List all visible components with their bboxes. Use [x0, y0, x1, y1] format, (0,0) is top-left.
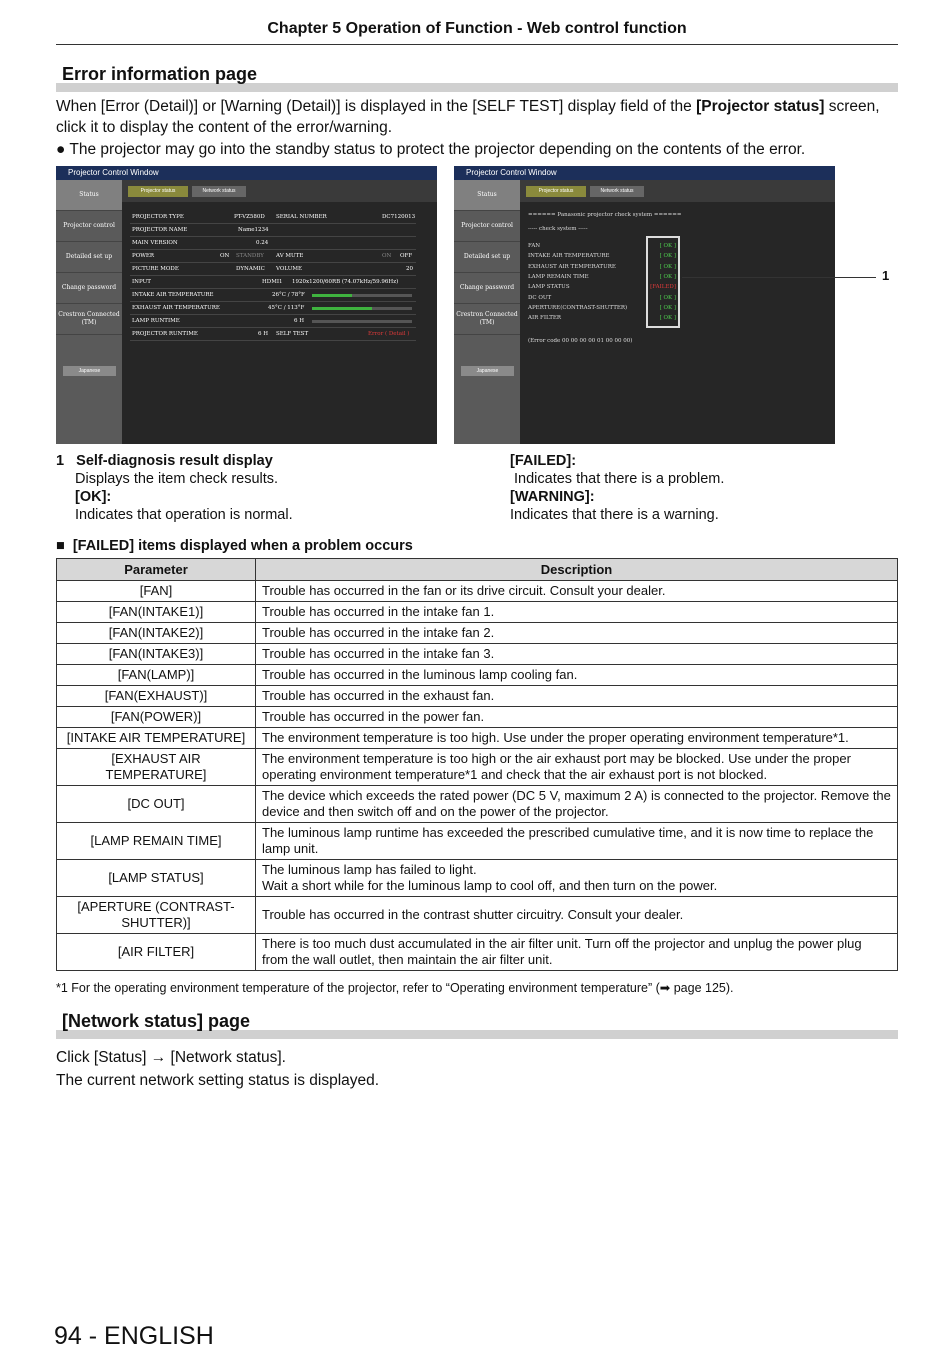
table-row [57, 934, 898, 971]
network-line-1: Click [Status] → [Network status]. [56, 1049, 286, 1066]
window-sidebar [56, 180, 122, 444]
check-sub: ----- check system ----- [528, 226, 588, 232]
window-tabs [520, 180, 835, 202]
row-lamp-runtime [130, 316, 416, 328]
table-row [57, 686, 898, 707]
description-text-2: Wait a short while for the luminous lamp to cool off, and then turn on the power. [262, 878, 718, 893]
row-intake-temp [130, 290, 416, 302]
table-header-row [57, 559, 898, 581]
value: OFF [400, 253, 413, 259]
tab-projector-status[interactable]: Projector status [526, 186, 586, 197]
label: VOLUME [276, 266, 303, 272]
legend-left [56, 452, 476, 524]
table-row [57, 665, 898, 686]
sidebar-item-detailed-set-up[interactable]: Detailed set up [454, 242, 520, 273]
check-item-status: [ OK ] [659, 304, 676, 311]
label: MAIN VERSION [132, 240, 178, 246]
check-content [520, 202, 835, 444]
description-text: Trouble has occurred in the intake fan 1. [262, 604, 495, 619]
ok-desc: Indicates that operation is normal. [75, 507, 293, 523]
row-projector-name [130, 225, 416, 237]
chapter-header: Chapter 5 Operation of Function - Web control function [267, 20, 687, 37]
table-row [57, 786, 898, 823]
parameter-cell: [INTAKE AIR TEMPERATURE] [57, 728, 256, 749]
projector-status-screenshot [56, 166, 437, 444]
bullet-icon: ● [56, 141, 66, 158]
label: INPUT [132, 279, 151, 285]
value: 26°C / 78°F [272, 292, 305, 298]
row-input [130, 277, 416, 289]
table-row [57, 581, 898, 602]
tab-projector-status[interactable]: Projector status [128, 186, 188, 197]
check-item-name: FAN [528, 243, 541, 249]
window-sidebar [454, 180, 520, 444]
sidebar-item-change-password[interactable]: Change password [56, 273, 122, 304]
description-text: Trouble has occurred in the exhaust fan. [262, 688, 495, 703]
legend-right [510, 452, 898, 524]
table-body [57, 581, 898, 971]
intro-text-bold: [Projector status] [696, 98, 825, 115]
header-rule [56, 44, 898, 45]
table-row [57, 749, 898, 786]
japanese-button[interactable]: Japanese [461, 366, 514, 376]
value: ON [382, 253, 392, 259]
parameter-cell: [FAN(LAMP)] [57, 665, 256, 686]
description-text: Trouble has occurred in the intake fan 2. [262, 625, 495, 640]
bullet-note [56, 139, 898, 160]
value: 6 H [294, 318, 305, 324]
sidebar-item-crestron[interactable]: Crestron Connected (TM) [454, 304, 520, 335]
intro-text-c: screen, click it to display the content of the error/warning. [56, 98, 880, 136]
self-test-error-link[interactable]: Error ( Detail ) [368, 331, 410, 337]
row-exhaust-temp [130, 303, 416, 315]
failed-label: [FAILED]: [510, 453, 577, 469]
description-cell [256, 623, 898, 644]
parameter-cell: [LAMP REMAIN TIME] [57, 823, 256, 860]
value: 6 H [258, 331, 269, 337]
table-row [57, 860, 898, 897]
check-item-name: LAMP STATUS [528, 284, 570, 291]
status-callout-box [646, 236, 680, 328]
network-line-2: The current network setting status is displayed. [56, 1072, 380, 1089]
description-text: Trouble has occurred in the intake fan 3. [262, 646, 495, 661]
section-title: [Network status] page [62, 1011, 251, 1031]
tab-network-status[interactable]: Network status [590, 186, 644, 197]
description-cell [256, 602, 898, 623]
check-item-name: DC OUT [528, 294, 552, 301]
check-system-screenshot [454, 166, 835, 444]
label: POWER [132, 253, 155, 259]
exhaust-temp-bar [312, 307, 372, 310]
window-title: Projector Control Window [454, 166, 835, 180]
description-text: The luminous lamp runtime has exceeded the prescribed cumulative time, and it is now time to replace the lamp unit. [262, 825, 874, 856]
window-title: Projector Control Window [56, 166, 437, 180]
label: SERIAL NUMBER [276, 214, 327, 220]
value: 20 [406, 266, 413, 272]
check-head: ====== Panasonic projector check system ====== [528, 212, 682, 218]
parameter-cell: [FAN(INTAKE2)] [57, 623, 256, 644]
description-text: The environment temperature is too high or the air exhaust port may be blocked. Use under the proper operating environment temperature*1 and check that the air exhaust port is not blocked. [262, 751, 851, 782]
value: ON [220, 253, 230, 259]
label: PICTURE MODE [132, 266, 179, 272]
parameter-cell: [LAMP STATUS] [57, 860, 256, 897]
label: PROJECTOR TYPE [132, 214, 184, 220]
description-cell [256, 728, 898, 749]
label: INTAKE AIR TEMPERATURE [132, 292, 214, 298]
tab-network-status[interactable]: Network status [192, 186, 246, 197]
check-item-status: [ OK ] [659, 273, 676, 280]
check-item-name: LAMP REMAIN TIME [528, 273, 589, 280]
failed-items-title: [FAILED] items displayed when a problem occurs [72, 538, 413, 554]
bullet-text: The projector may go into the standby status to protect the projector depending on the contents of the error. [69, 141, 806, 158]
intake-temp-bar [312, 294, 352, 297]
check-item-name: AIR FILTER [528, 315, 562, 322]
table-row [57, 602, 898, 623]
label: LAMP RUNTIME [132, 318, 180, 324]
check-item-status: [FAILED] [650, 284, 676, 291]
section-heading-network-status [56, 1011, 898, 1039]
parameter-cell: [FAN(INTAKE1)] [57, 602, 256, 623]
table-row [57, 707, 898, 728]
table-row [57, 897, 898, 934]
description-text: Trouble has occurred in the fan or its drive circuit. Consult your dealer. [262, 583, 666, 598]
description-cell [256, 686, 898, 707]
check-item-status: [ OK ] [659, 294, 676, 301]
value: DC7120013 [382, 214, 416, 220]
warning-label: [WARNING]: [510, 489, 595, 505]
value: STANDBY [236, 253, 264, 259]
label: EXHAUST AIR TEMPERATURE [132, 305, 220, 311]
check-item-status: [ OK ] [659, 263, 676, 270]
description-cell [256, 707, 898, 728]
sidebar-item-projector-control[interactable]: Projector control [454, 211, 520, 242]
failed-items-heading [56, 537, 413, 555]
description-text: The device which exceeds the rated power (DC 5 V, maximum 2 A) is connected to the projector. Remove the device and then switch off and on the power of the projector. [262, 788, 891, 819]
error-code: (Error code 00 00 00 00 01 00 00 00) [528, 338, 633, 344]
label: PROJECTOR RUNTIME [132, 331, 198, 337]
sidebar-item-status[interactable]: Status [56, 180, 122, 211]
failed-desc: Indicates that there is a problem. [514, 471, 725, 487]
row-picture-mode [130, 264, 416, 276]
row-main-version [130, 238, 416, 250]
sidebar-item-detailed-set-up[interactable]: Detailed set up [56, 242, 122, 273]
parameter-cell: [FAN] [57, 581, 256, 602]
header-parameter: Parameter [57, 559, 256, 581]
description-text: The luminous lamp has failed to light. [262, 862, 477, 877]
label: AV MUTE [276, 253, 304, 259]
description-cell [256, 860, 898, 897]
label: SELF TEST [276, 331, 309, 337]
description-cell [256, 749, 898, 786]
description-cell [256, 934, 898, 971]
description-cell [256, 644, 898, 665]
check-item-name: INTAKE AIR TEMPERATURE [528, 253, 610, 260]
parameter-cell: [FAN(INTAKE3)] [57, 644, 256, 665]
description-text: Trouble has occurred in the contrast shutter circuitry. Consult your dealer. [262, 907, 684, 922]
check-item-status: [ OK ] [659, 315, 676, 322]
row-projector-runtime [130, 329, 416, 341]
callout-line [682, 277, 876, 278]
value: Name1234 [238, 227, 269, 233]
description-text: Trouble has occurred in the luminous lamp cooling fan. [262, 667, 578, 682]
description-text: There is too much dust accumulated in the air filter unit. Turn off the projector and unplug the power plug from the wall outlet, then maintain the air filter unit. [262, 936, 862, 967]
legend-desc: Displays the item check results. [75, 471, 279, 487]
check-item-name: EXHAUST AIR TEMPERATURE [528, 263, 616, 270]
value: PT-VZ580D [234, 214, 265, 220]
check-item-name: APERTURE(CONTRAST-SHUTTER) [528, 304, 628, 311]
ok-label: [OK]: [75, 489, 112, 505]
parameter-cell: [EXHAUST AIR TEMPERATURE] [57, 749, 256, 786]
description-cell [256, 897, 898, 934]
description-cell [256, 581, 898, 602]
lamp-runtime-track [312, 320, 412, 323]
value: 45°C / 113°F [268, 305, 305, 311]
description-text: The environment temperature is too high. Use under the proper operating environment temperature*1. [262, 730, 849, 745]
table-row [57, 823, 898, 860]
legend-num: 1 [56, 453, 65, 469]
table-row [57, 623, 898, 644]
description-cell [256, 665, 898, 686]
intro-paragraph [56, 96, 898, 138]
parameter-cell: [DC OUT] [57, 786, 256, 823]
sidebar-item-status[interactable]: Status [454, 180, 520, 211]
square-bullet-icon: ■ [56, 538, 65, 554]
section-title: Error information page [62, 64, 258, 84]
value: HDMI1 [262, 279, 283, 285]
description-text: Trouble has occurred in the power fan. [262, 709, 485, 724]
warning-desc: Indicates that there is a warning. [510, 507, 719, 523]
parameter-cell: [FAN(EXHAUST)] [57, 686, 256, 707]
callout-number: 1 [882, 268, 890, 283]
sidebar-item-crestron[interactable]: Crestron Connected (TM) [56, 304, 122, 335]
value: 1920x1200/60RB (74.07kHz/59.96Hz) [292, 279, 399, 285]
page-footer: 94 - ENGLISH [54, 1322, 214, 1350]
header-description: Description [256, 559, 898, 581]
description-cell [256, 786, 898, 823]
legend-title: Self-diagnosis result display [76, 453, 273, 469]
row-projector-type [130, 212, 416, 224]
description-cell [256, 823, 898, 860]
section-heading-error-info [56, 64, 898, 92]
check-item-status: [ OK ] [659, 243, 676, 249]
value: DYNAMIC [236, 266, 265, 272]
parameter-cell: [FAN(POWER)] [57, 707, 256, 728]
parameter-cell: [AIR FILTER] [57, 934, 256, 971]
check-item-status: [ OK ] [659, 253, 676, 260]
row-power [130, 251, 416, 263]
value: 0.24 [256, 240, 269, 246]
table-row [57, 728, 898, 749]
footnote: *1 For the operating environment temperature of the projector, refer to “Operating environment temperature” (➡ page 125). [56, 981, 734, 995]
parameter-cell: [APERTURE (CONTRAST-SHUTTER)] [57, 897, 256, 934]
window-tabs [122, 180, 437, 202]
failed-items-table [56, 558, 898, 971]
sidebar-item-change-password[interactable]: Change password [454, 273, 520, 304]
intro-text-a: When [Error (Detail)] or [Warning (Detail)] is displayed in the [SELF TEST] display field of the [56, 98, 697, 115]
japanese-button[interactable]: Japanese [63, 366, 116, 376]
sidebar-item-projector-control[interactable]: Projector control [56, 211, 122, 242]
status-content [122, 202, 437, 444]
table-row [57, 644, 898, 665]
label: PROJECTOR NAME [132, 227, 188, 233]
